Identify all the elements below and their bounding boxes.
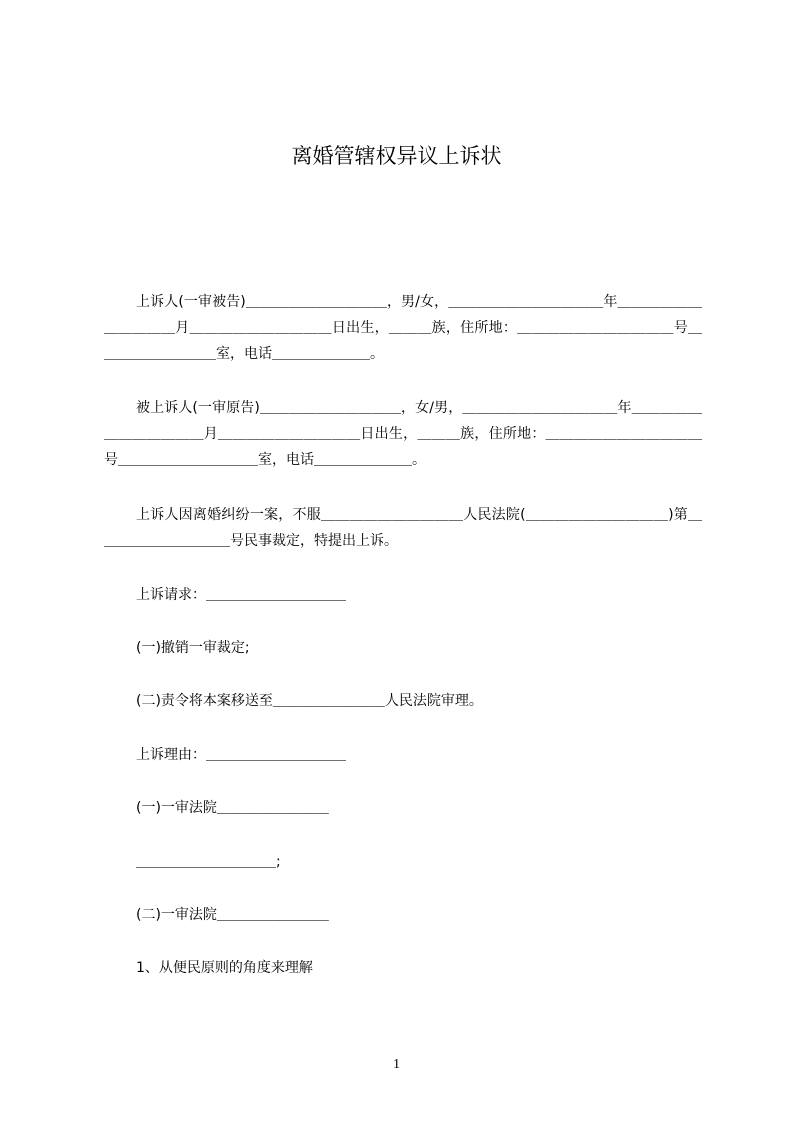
section-one-heading: 1、从便民原则的角度来理解 xyxy=(136,960,313,976)
reason-one: (一)一审法院＿＿＿＿＿＿＿＿ xyxy=(136,800,329,816)
appellant-paragraph: 上诉人(一审被告)＿＿＿＿＿＿＿＿＿＿，男/女，＿＿＿＿＿＿＿＿＿＿＿年＿＿＿＿＿＿＿＿＿＿＿月＿＿＿＿＿＿＿＿＿＿日出生，＿＿＿族，住所地：＿＿＿＿＿＿＿＿＿＿＿号＿＿＿＿＿＿＿＿＿室，电话＿＿＿＿＿＿＿。 xyxy=(104,294,702,362)
appellee-paragraph: 被上诉人(一审原告)＿＿＿＿＿＿＿＿＿＿，女/男，＿＿＿＿＿＿＿＿＿＿＿年＿＿＿＿＿＿＿＿＿＿＿＿月＿＿＿＿＿＿＿＿＿＿日出生，＿＿＿族，住所地：＿＿＿＿＿＿＿＿＿＿＿号＿＿＿＿＿＿＿＿＿＿室，电话＿＿＿＿＿＿＿。 xyxy=(104,400,702,468)
appeal-reason-label: 上诉理由：＿＿＿＿＿＿＿＿＿＿ xyxy=(136,747,346,763)
page-number: 1 xyxy=(393,1057,400,1072)
document-title: 离婚管辖权异议上诉状 xyxy=(291,144,502,168)
case-paragraph: 上诉人因离婚纠纷一案，不服＿＿＿＿＿＿＿＿＿＿人民法院(＿＿＿＿＿＿＿＿＿＿)第＿＿＿＿＿＿＿＿＿＿号民事裁定，特提出上诉。 xyxy=(104,507,702,549)
reason-two: (二)一审法院＿＿＿＿＿＿＿＿ xyxy=(136,907,329,923)
appeal-request-label: 上诉请求：＿＿＿＿＿＿＿＿＿＿ xyxy=(136,587,346,603)
request-one: (一)撤销一审裁定; xyxy=(136,640,250,656)
reason-one-continuation: ＿＿＿＿＿＿＿＿＿＿; xyxy=(136,854,281,870)
request-two: (二)责令将本案移送至＿＿＿＿＿＿＿＿人民法院审理。 xyxy=(136,693,483,709)
